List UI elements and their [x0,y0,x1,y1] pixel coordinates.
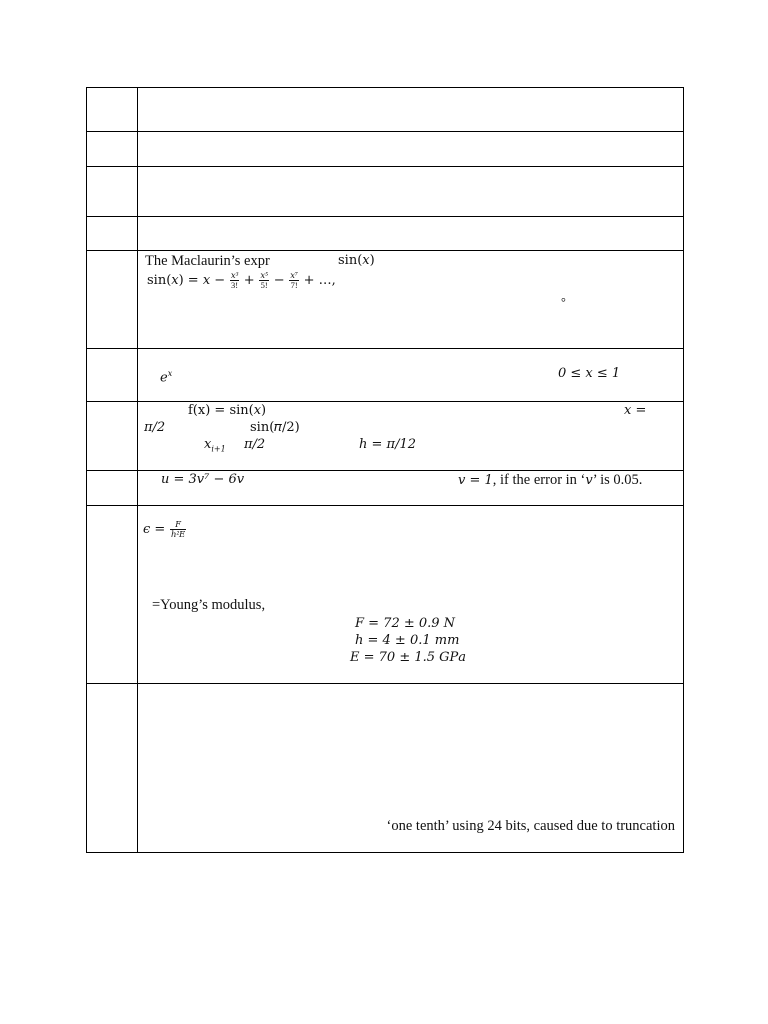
table-row [87,217,684,251]
u-equation: 𝑢 = 3𝑣⁷ − 6𝑣 [161,472,245,487]
series-term-2: $\frac{\text{𝑥⁵}}{5!}$ [260,270,269,291]
function-definition: f(x) = sin(𝑥) [188,403,267,418]
series-lhs: sin(𝑥) = 𝑥 − [147,273,226,288]
maclaurin-series [147,271,336,290]
question-cell-truncation [138,684,684,853]
question-number-cell [87,251,138,349]
question-cell-taylor [138,402,684,471]
table-row [87,251,684,349]
question-number-cell [87,88,138,132]
maclaurin-intro: The Maclaurin’s expr [145,253,270,269]
maclaurin-function: sin(𝑥) [338,253,375,268]
table-row [87,402,684,471]
degree-mark: ° [561,295,566,309]
question-number-cell [87,506,138,684]
question-cell-strain [138,506,684,684]
table-row [87,167,684,217]
series-term-3: $\frac{\text{𝑥⁷}}{7!}$ [290,270,298,291]
truncation-text: ‘one tenth’ using 24 bits, caused due to truncation [386,818,675,834]
question-number-cell [87,402,138,471]
youngs-modulus-label: =Young’s modulus, [152,597,266,613]
x-i-plus-1: 𝑥$_{𝑖+1}$ [204,437,226,454]
exponential-term: 𝑒$^𝑥$ [160,369,173,386]
series-plus: + [243,273,255,288]
pi-over-two: 𝜋/2 [144,420,166,435]
question-cell [138,132,684,167]
question-cell-error [138,471,684,506]
series-minus: − [273,273,285,288]
sin-pi-over-two: sin(𝜋/2) [250,420,300,435]
question-table [86,87,684,853]
table-row [87,349,684,402]
question-cell [138,167,684,217]
table-row [87,132,684,167]
question-number-cell [87,217,138,251]
table-row [87,506,684,684]
thickness-value: ℎ = 4 ± 0.1 𝑚𝑚 [355,633,460,648]
strain-formula: 𝜖 = $\frac{\text{𝐹}}{\text{ℎ²𝐸}}$ [143,519,186,540]
question-cell [138,217,684,251]
x-equals: 𝑥 = [624,403,647,418]
force-value: 𝐹 = 72 ± 0.9 𝑁 [355,616,456,631]
question-number-cell [87,684,138,853]
question-cell [138,88,684,132]
x-range: 0 ≤ 𝑥 ≤ 1 [558,366,621,381]
series-tail: + …, [303,273,336,288]
question-number-cell [87,167,138,217]
question-number-cell [87,471,138,506]
series-term-1: $\frac{\text{𝑥³}}{3!}$ [230,270,239,291]
question-number-cell [87,132,138,167]
question-number-cell [87,349,138,402]
question-cell-exponential [138,349,684,402]
table-row [87,88,684,132]
modulus-value: 𝐸 = 70 ± 1.5 𝐺𝑃𝑎 [350,650,467,665]
table-row [87,684,684,853]
pi-over-two-target: 𝜋/2 [244,437,266,452]
question-cell-maclaurin [138,251,684,349]
table-row [87,471,684,506]
step-size: ℎ = 𝜋/12 [359,437,416,452]
error-statement: 𝑣 = 1, if the error in ‘𝑣’ is 0.05. [458,472,643,488]
